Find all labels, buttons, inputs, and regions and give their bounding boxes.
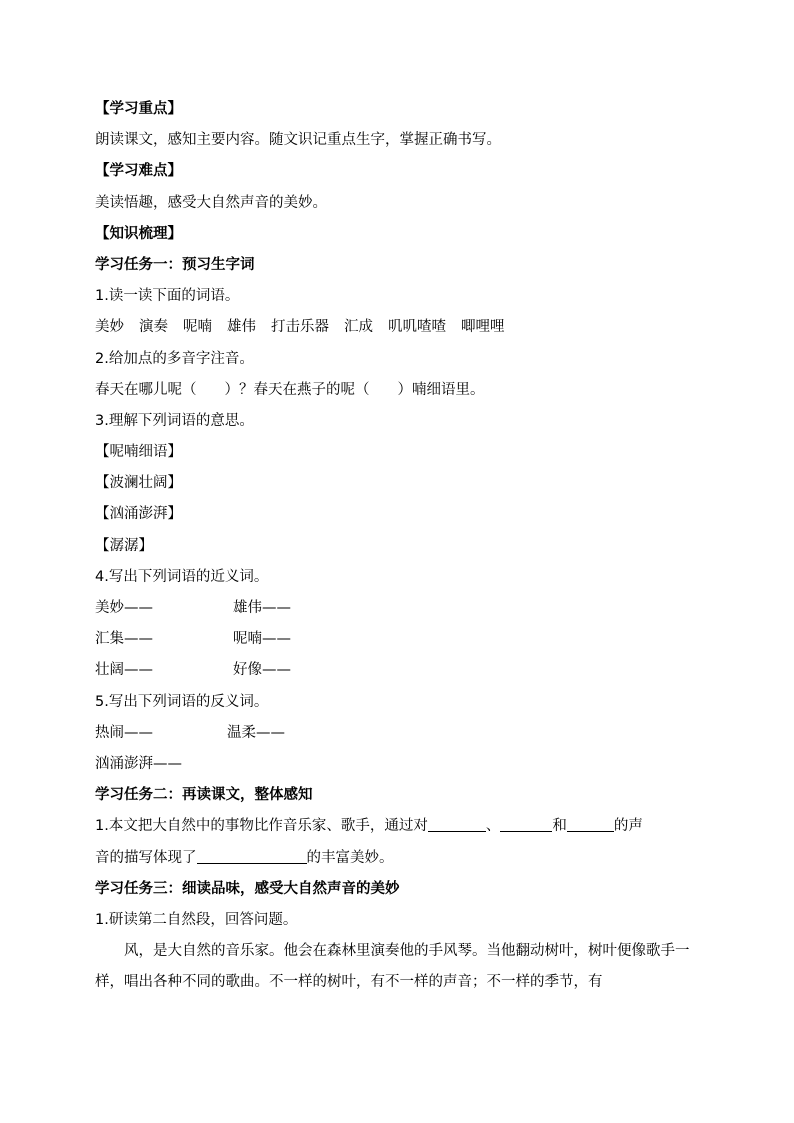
difficult-points-title: 【学习难点】: [95, 163, 182, 180]
synonym-item: 美妙——: [95, 600, 153, 616]
fill-blank[interactable]: [500, 813, 552, 832]
key-points-title: 【学习重点】: [95, 101, 182, 117]
synonym-item: 好像——: [233, 662, 291, 679]
task1-q4: 4.写出下列词语的近义词。: [95, 568, 269, 585]
worksheet-page: [95, 94, 705, 998]
synonym-item: 雄伟——: [233, 600, 291, 616]
task2-q1-line1: [95, 811, 705, 842]
vocab-word: 美妙: [95, 319, 124, 336]
task1-q3: 3.理解下列词语的意思。: [95, 412, 254, 429]
question-text: 音的描写体现了: [95, 849, 197, 866]
task1-q2: 2.给加点的多音字注音。: [95, 350, 254, 367]
task2-title: 学习任务二：再读课文，整体感知: [95, 787, 313, 804]
antonym-item: 汹涌澎湃——: [95, 755, 182, 772]
synonym-row: [95, 593, 705, 624]
question-text: 、: [485, 818, 501, 835]
vocab-word: 雄伟: [227, 319, 256, 336]
fill-blank[interactable]: [567, 813, 614, 832]
vocab-word: 汇成: [344, 319, 373, 336]
antonym-item: 热闹——: [95, 724, 153, 741]
term-item: 【呢喃细语】: [95, 444, 182, 461]
synonym-item: 呢喃——: [233, 631, 291, 648]
term-item: 【汹涌澎湃】: [95, 506, 182, 523]
pinyin-sentence: [95, 375, 705, 406]
question-text: 的丰富美妙。: [306, 849, 394, 866]
antonym-item: 温柔——: [227, 724, 285, 741]
sentence-part: 春天在哪儿呢（: [95, 381, 197, 398]
term-item: 【潺潺】: [95, 537, 153, 554]
synonym-item: 壮阔——: [95, 662, 153, 679]
key-points-text: 朗读课文，感知主要内容。随文识记重点生字，掌握正确书写。: [95, 132, 501, 149]
vocab-word-row: [95, 312, 705, 343]
fill-blank[interactable]: [197, 845, 307, 864]
term-item: 【波澜壮阔】: [95, 475, 182, 492]
fill-blank[interactable]: [428, 813, 486, 832]
question-text: 1.本文把大自然中的事物比作音乐家、歌手，通过对: [95, 818, 428, 835]
vocab-word: 唧哩哩: [461, 319, 505, 336]
vocab-word: 演奏: [139, 319, 168, 336]
task3-title: 学习任务三：细读品味，感受大自然声音的美妙: [95, 880, 400, 897]
vocab-word: 呢喃: [183, 319, 212, 336]
question-text: 的声: [613, 818, 643, 835]
difficult-points-text: 美读悟趣，感受大自然声音的美妙。: [95, 194, 327, 211]
task1-q1: 1.读一读下面的词语。: [95, 288, 240, 305]
task1-title: 学习任务一：预习生字词: [95, 256, 255, 273]
reading-passage: 风，是大自然的音乐家。他会在森林里演奏他的手风琴。当他翻动树叶，树叶便像歌手一样，唱出各种不同的歌曲。不一样的树叶，有不一样的声音；不一样的季节，有: [95, 943, 690, 991]
task3-q1: 1.研读第二自然段，回答问题。: [95, 911, 298, 928]
question-text: 和: [552, 818, 567, 835]
synonym-row: [95, 624, 705, 655]
sentence-part: ）喃细语里。: [397, 381, 485, 398]
synonym-item: 汇集——: [95, 631, 153, 648]
vocab-word: 叽叽喳喳: [388, 319, 446, 336]
task2-q1-line2: [95, 843, 705, 874]
synonym-row: [95, 655, 705, 686]
knowledge-title: 【知识梳理】: [95, 225, 182, 242]
task1-q5: 5.写出下列词语的反义词。: [95, 693, 269, 710]
sentence-part: ）？春天在燕子的呢（: [224, 381, 370, 398]
antonym-row: [95, 718, 705, 749]
vocab-word: 打击乐器: [271, 319, 329, 336]
